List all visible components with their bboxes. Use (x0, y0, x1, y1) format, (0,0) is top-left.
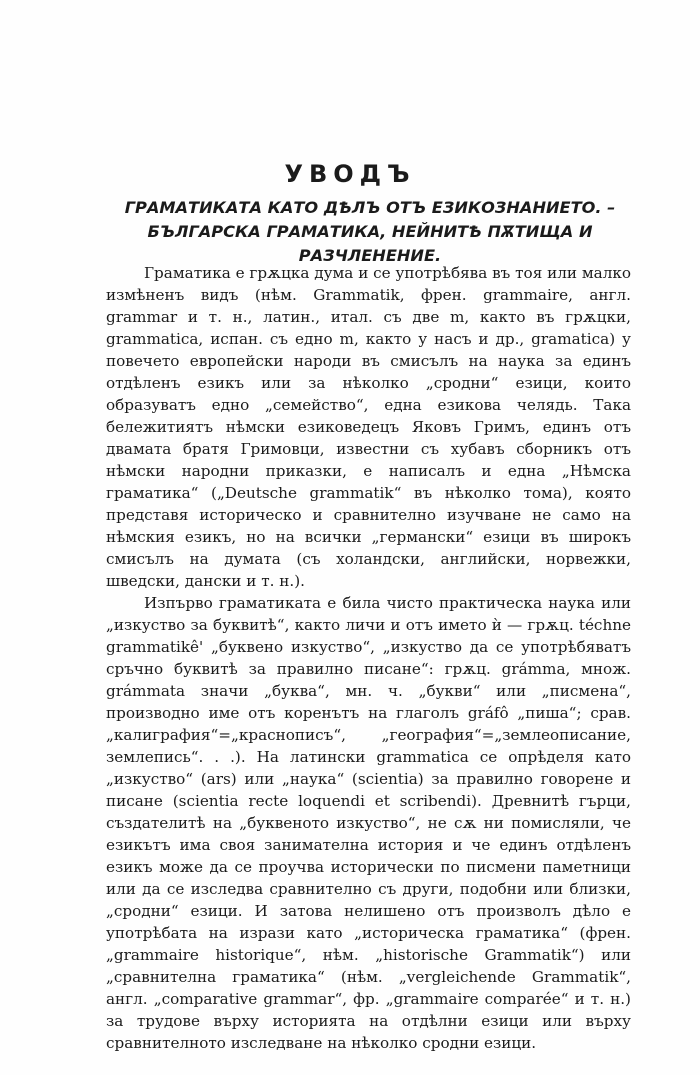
page-title: УВОДЪ (284, 160, 416, 188)
paragraph-1: Граматика е грѫцка дума и се употрѣбява въ тоя или малко измѣненъ видъ (нѣм. Grammatik, френ. grammaire, англ. grammar и т. н., латин., итал. съ две m, както въ грѫцки, grammatica, испан. съ едно m, както у насъ и др., gramatica) у повечето европейски народи въ смисълъ на наука за единъ отдѣленъ езикъ или за нѣколко „сродни“ езици, които образуватъ едно „семейство“, една езикова челядь. Така бележитиятъ нѣмски езиковедецъ Яковъ Гримъ, единъ отъ двамата братя Гримовци, известни съ хубавъ сборникъ отъ нѣмски народни приказки, е написалъ и една „Нѣмска граматика“ („Deutsche grammatik“ въ нѣколко тома), която представя историческо и сравнително изучване не само на нѣмския езикъ, но на всички „германски“ езици въ широкъ смисълъ на думата (съ холандски, английски, норвежки, шведски, дански и т. н.). (106, 264, 631, 590)
paragraph-2: Изпърво граматиката е била чисто практическа наука или „изкуство за буквитѣ“, както личи и отъ името ѝ — грѫц. téchne grammatikê' „буквено изкуство“, „изкуство да се употрѣбяватъ сръчно буквитѣ за правилно писане“: грѫц. grámma, множ. grámmata значи „буква“, мн. ч. „букви“ или „писмена“, производно име отъ коренътъ на глаголъ gráfô „пиша“; срав. „калиграфия“=„краснописъ“, „география“=„землеописание, землепись“. . .). На латински grammatica се опрѣделя като „изкуство“ (ars) или „наука“ (scientia) за правилно говорене и писане (scientia recte loquendi et scribendi). Древнитѣ гърци, създателитѣ на „буквеното изкуство“, не сѫ ни помисляли, че езикътъ има своя занимателна история и че единъ отдѣленъ езикъ може да се проучва исторически по писмени паметници или да се изследва сравнително съ други, подобни или близки, „сродни“ езици. И затова нелишено отъ произволъ дѣло е употрѣбата на изрази като „историческа граматика“ (френ. „grammaire historique“, нѣм. „historische Grammatik“) или „сравнителна граматика“ (нѣм. „vergleichende Grammatik“, англ. „comparative grammar“, фр. „grammaire comparée“ и т. н.) за трудове върху историята на отдѣлни езици или върху сравнителното изследване на нѣколко сродни езици. (106, 594, 631, 1052)
chapter-subtitle: ГРАМАТИКАТА КАТО ДѢЛЪ ОТЪ ЕЗИКОЗНАНИЕТО. – БЪЛГАРСКА ГРАМАТИКА, НЕЙНИТѢ ПѪТИЩА И РАЗЧЛЕНЕНИЕ. (124, 198, 616, 265)
body-text (106, 262, 631, 1054)
